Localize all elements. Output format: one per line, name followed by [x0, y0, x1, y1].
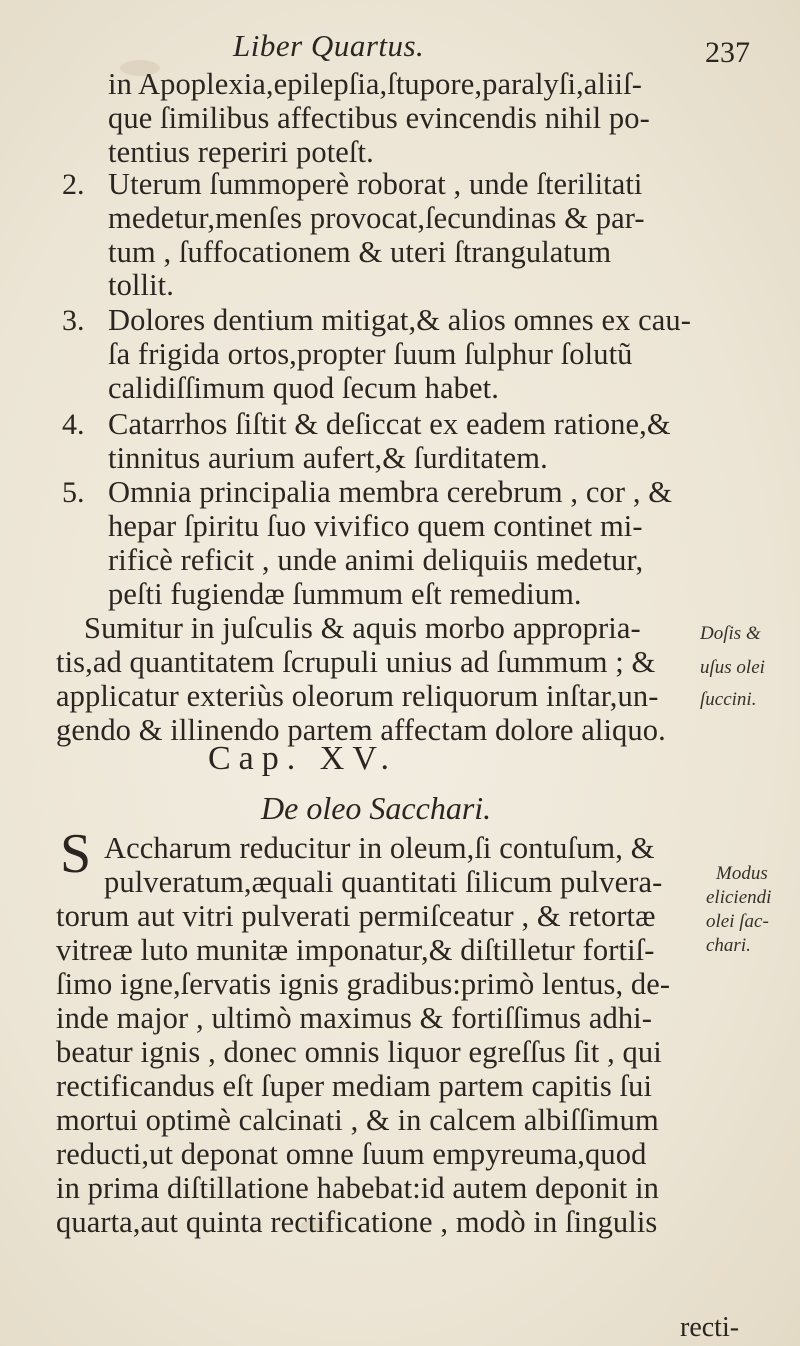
page-number: 237	[705, 36, 750, 69]
text-line: Catarrhos ſiſtit & deſiccat ex eadem ratione,&	[108, 407, 671, 441]
text-line: tentius reperiri poteſt.	[108, 135, 374, 169]
text-line: torum aut vitri pulverati permiſceatur , & retortæ	[56, 899, 656, 933]
text-line: calidiſſimum quod ſecum habet.	[108, 371, 499, 405]
text-line: hepar ſpiritu ſuo vivifico quem continet mi-	[108, 509, 643, 543]
margin-note-line: ſuccini.	[700, 689, 757, 710]
chapter-heading: Cap. XV.	[208, 740, 397, 777]
text-line: Omnia principalia membra cerebrum , cor , &	[108, 475, 673, 509]
text-line: tum , ſuffocationem & uteri ſtrangulatum	[108, 235, 612, 269]
drop-cap: S	[60, 823, 92, 885]
paragraph-number: 2.	[62, 168, 85, 201]
paragraph-number: 4.	[62, 408, 85, 441]
text-line: applicatur exteriùs oleorum reliquorum inſtar,un-	[56, 679, 659, 713]
margin-note-line: olei ſac-	[706, 911, 769, 932]
paragraph-number: 5.	[62, 476, 85, 509]
text-line: gendo & illinendo partem affectam dolore aliquo.	[56, 713, 666, 747]
margin-note-line: Doſis &	[700, 623, 761, 644]
chapter-title: De oleo Sacchari.	[261, 790, 492, 826]
text-line: rificè reficit , unde animi deliquiis medetur,	[108, 543, 644, 577]
margin-note-line: Modus	[716, 863, 768, 884]
margin-note-line: chari.	[706, 935, 751, 956]
margin-note-line: uſus olei	[700, 657, 765, 678]
margin-note-line: eliciendi	[706, 887, 772, 908]
text-line: reducti,ut deponat omne ſuum empyreuma,quod	[56, 1137, 647, 1171]
text-line: Accharum reducitur in oleum,ſi contuſum, &	[104, 831, 655, 865]
text-line: Sumitur in juſculis & aquis morbo appropria-	[84, 611, 641, 645]
text-line: medetur,menſes provocat,ſecundinas & par-	[108, 201, 645, 235]
catchword: recti-	[680, 1312, 740, 1343]
text-line: tollit.	[108, 268, 174, 302]
text-line: Dolores dentium mitigat,& alios omnes ex cau-	[108, 303, 692, 337]
text-line: Uterum ſummoperè roborat , unde ſterilitati	[108, 167, 643, 201]
text-line: tinnitus aurium aufert,& ſurditatem.	[108, 441, 548, 475]
text-line: que ſimilibus affectibus evincendis nihil po-	[108, 101, 650, 135]
text-line: beatur ignis , donec omnis liquor egreſſus ſit , qui	[56, 1035, 662, 1069]
text-line: vitreæ luto munitæ imponatur,& diſtilletur fortiſ-	[56, 933, 655, 967]
text-line: ſa frigida ortos,propter ſuum ſulphur ſolutũ	[108, 337, 633, 371]
paragraph-number: 3.	[62, 304, 85, 337]
text-line: in prima diſtillatione habebat:id autem deponit in	[56, 1171, 659, 1205]
text-line: in Apoplexia,epilepſia,ſtupore,paralyſi,aliiſ-	[108, 67, 642, 101]
text-line: ſimo igne,ſervatis ignis gradibus:primò lentus, de-	[56, 967, 671, 1001]
text-line: mortui optimè calcinati , & in calcem albiſſimum	[56, 1103, 659, 1137]
text-line: pulveratum,æquali quantitati ſilicum pulvera-	[104, 865, 663, 899]
running-title: Liber Quartus.	[233, 28, 425, 63]
text-line: peſti fugiendæ ſummum eſt remedium.	[108, 577, 582, 611]
text-line: inde major , ultimò maximus & fortiſſimus adhi-	[56, 1001, 652, 1035]
text-line: quarta,aut quinta rectificatione , modò in ſingulis	[56, 1205, 658, 1239]
text-line: tis,ad quantitatem ſcrupuli unius ad ſummum ; &	[56, 645, 656, 679]
text-line: rectificandus eſt ſuper mediam partem capitis ſui	[56, 1069, 653, 1103]
